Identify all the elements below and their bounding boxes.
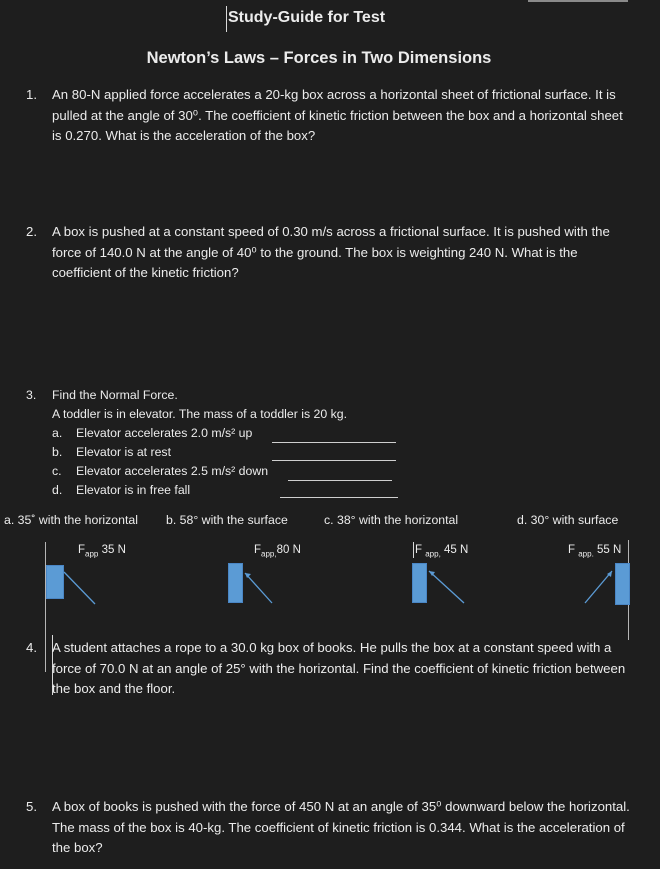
question-number: 4. (26, 640, 37, 655)
diagram-header-d: d. 30° with surface (517, 513, 619, 527)
question-text: A box of books is pushed with the force of 450 N at an angle of 35⁰ downward below the horizontal. The mass of the box is 40-kg. The coefficient of kinetic friction is 0.344. What is the acceleration of the box? (52, 799, 630, 856)
question-number: 1. (26, 87, 37, 102)
question-4 (26, 638, 632, 700)
question-5 (26, 797, 632, 859)
sub-item-text: Elevator accelerates 2.0 m/s² up (76, 426, 253, 440)
question-text: An 80-N applied force accelerates a 20-kg box across a horizontal sheet of frictional surface. It is pulled at the angle of 30⁰. The coefficient of kinetic friction between the box and a horizontal sheet is 0.270. What is the acceleration of the box? (52, 87, 623, 144)
force-label-b: $F_{app,}80$ N (254, 544, 301, 559)
question-intro: A toddler is in elevator. The mass of a toddler is 20 kg. (52, 407, 348, 421)
sub-item-letter: c. (52, 464, 62, 478)
question-number: 5. (26, 799, 37, 814)
diagram-header-a: a. 35˚ with the horizontal (4, 513, 138, 527)
question-text: A student attaches a rope to a 30.0 kg box of books. He pulls the box at a constant speed with a force of 70.0 N at an angle of 25° with the horizontal. Find the coefficient of kinetic friction between the box and the floor. (52, 640, 626, 697)
sub-item-text: Elevator is at rest (76, 445, 171, 459)
sub-item-letter: a. (52, 426, 63, 440)
page-title: Study-Guide for Test (228, 9, 386, 26)
question-number: 2. (26, 224, 37, 239)
force-label-a: $F_{app}$ 35 N (78, 544, 126, 559)
question-text: A box is pushed at a constant speed of 0.30 m/s across a frictional surface. It is pushed with the force of 140.0 N at the angle of 40⁰ to the ground. The box is weighting 240 N. What is the coefficient of the kinetic friction? (52, 224, 610, 281)
sub-item-text: Elevator accelerates 2.5 m/s² down (76, 464, 269, 478)
diagram-header-b: b. 58° with the surface (166, 513, 288, 527)
question-title: Find the Normal Force. (52, 388, 178, 402)
force-label-d: F $_{app.}$ 55 N (568, 544, 622, 559)
page-subtitle: Newton’s Laws – Forces in Two Dimensions (146, 49, 492, 67)
sub-item-letter: d. (52, 483, 63, 497)
diagram-header-c: c. 38° with the horizontal (324, 513, 459, 527)
sub-item-letter: b. (52, 445, 63, 459)
sub-item-text: Elevator is in free fall (76, 483, 191, 497)
force-label-c: F $_{app,}$ 45 N (415, 544, 469, 559)
question-number: 3. (26, 388, 37, 402)
